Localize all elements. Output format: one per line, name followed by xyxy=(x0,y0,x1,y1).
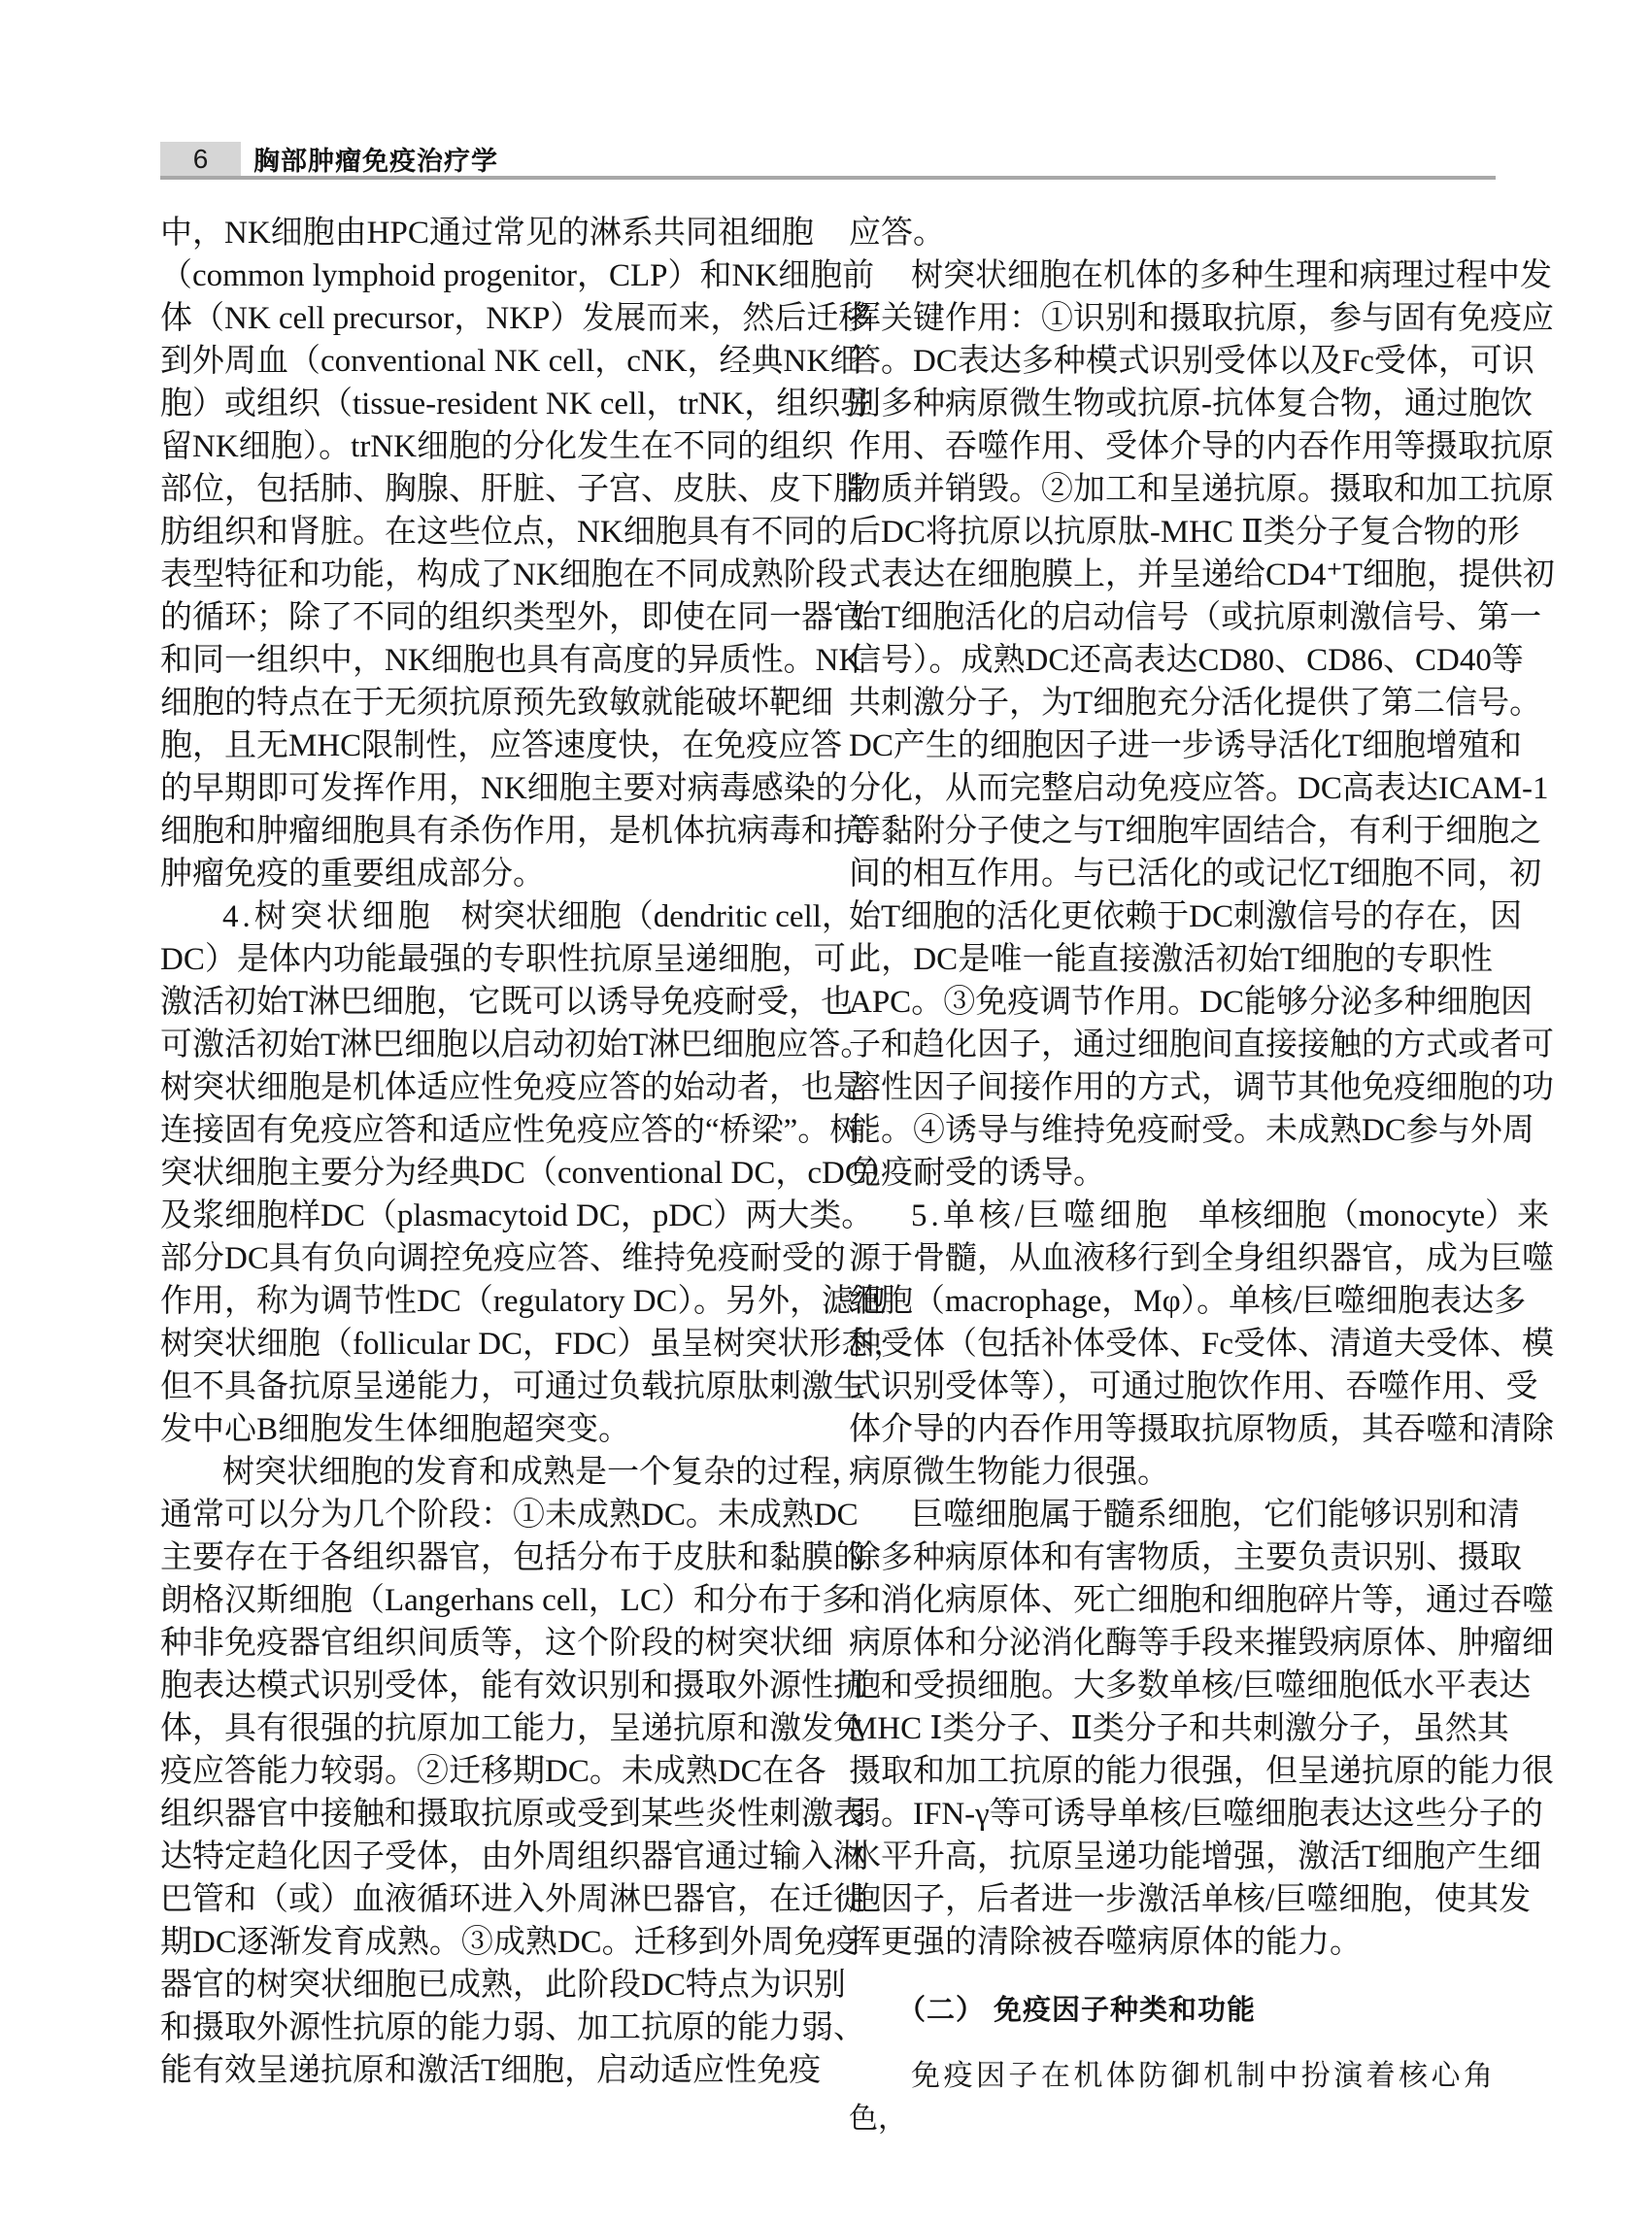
text-line: 的循环；除了不同的组织类型外，即使在同一器官 xyxy=(160,600,865,635)
text-line: 水平升高，抗原呈递功能增强，激活T细胞产生细 xyxy=(849,1839,1542,1874)
text-line: 溶性因子间接作用的方式，调节其他免疫细胞的功 xyxy=(849,1070,1554,1105)
text-run: 树突状细胞（dendritic cell， xyxy=(460,899,854,934)
text-line: 树突状细胞（follicular DC，FDC）虽呈树突状形态， xyxy=(160,1327,906,1362)
text-line: 作用、吞噬作用、受体介导的内吞作用等摄取抗原 xyxy=(849,429,1554,464)
header-rule xyxy=(160,176,1496,180)
text-line: 胞和受损细胞。大多数单核/巨噬细胞低水平表达 xyxy=(849,1669,1532,1703)
text-line: 发中心B细胞发生体细胞超突变。 xyxy=(160,1412,631,1447)
text-line: 式识别受体等），可通过胞饮作用、吞噬作用、受 xyxy=(849,1369,1538,1404)
text-line: 树突状细胞是机体适应性免疫应答的始动者，也是 xyxy=(160,1070,865,1105)
text-line: 巨噬细胞属于髓系细胞，它们能够识别和清 xyxy=(911,1498,1520,1533)
text-line: 种受体（包括补体受体、Fc受体、清道夫受体、模 xyxy=(849,1327,1554,1362)
text-line: 等黏附分子使之与T细胞牢固结合，有利于细胞之 xyxy=(849,814,1542,849)
text-line: DC）是体内功能最强的专职性抗原呈递细胞，可 xyxy=(160,942,846,977)
text-line: 组织器官中接触和摄取抗原或受到某些炎性刺激表 xyxy=(160,1797,865,1832)
text-line: 别多种病原微生物或抗原-抗体复合物，通过胞饮 xyxy=(849,387,1533,422)
text-line: 和消化病原体、死亡细胞和细胞碎片等，通过吞噬 xyxy=(849,1583,1554,1618)
text-line: 始T细胞的活化更依赖于DC刺激信号的存在，因 xyxy=(849,899,1522,934)
text-line: 免疫因子在机体防御机制中扮演着核心角色， xyxy=(849,2060,1493,2135)
text-line: 免疫耐受的诱导。 xyxy=(849,1156,1105,1191)
text-line xyxy=(849,1195,1550,1237)
text-line: 种非免疫器官组织间质等，这个阶段的树突状细 xyxy=(160,1626,833,1661)
running-head-title: 胸部肿瘤免疫治疗学 xyxy=(253,147,498,176)
text-line: 病原体和分泌消化酶等手段来摧毁病原体、肿瘤细 xyxy=(849,1626,1554,1661)
text-line: 表型特征和功能，构成了NK细胞在不同成熟阶段 xyxy=(160,557,848,592)
page-number-box xyxy=(160,142,241,176)
text-line: 病原微生物能力很强。 xyxy=(849,1455,1169,1490)
text-line: MHC Ⅰ类分子、Ⅱ类分子和共刺激分子，虽然其 xyxy=(849,1711,1509,1746)
text-line: 信号）。成熟DC还高表达CD80、CD86、CD40等 xyxy=(849,643,1524,678)
text-line: 应答。 xyxy=(849,216,945,251)
text-line: 可激活初始T淋巴细胞以启动初始T淋巴细胞应答。 xyxy=(160,1028,873,1062)
text-line: 细胞（macrophage，Mφ）。单核/巨噬细胞表达多 xyxy=(849,1284,1527,1319)
text-line: DC产生的细胞因子进一步诱导活化T细胞增殖和 xyxy=(849,728,1522,763)
text-line: 子和趋化因子，通过细胞间直接接触的方式或者可 xyxy=(849,1028,1554,1062)
text-body xyxy=(160,212,1555,2135)
text-line: 体介导的内吞作用等摄取抗原物质，其吞噬和清除 xyxy=(849,1412,1554,1447)
text-line: 突状细胞主要分为经典DC（conventional DC，cDC） xyxy=(160,1156,898,1191)
text-line: 留NK细胞）。trNK细胞的分化发生在不同的组织 xyxy=(160,429,833,464)
text-line: 激活初始T淋巴细胞，它既可以诱导免疫耐受，也 xyxy=(160,985,854,1020)
text-line: 源于骨髓，从血液移行到全身组织器官，成为巨噬 xyxy=(849,1241,1554,1276)
text-line: 除多种病原体和有害物质，主要负责识别、摄取 xyxy=(849,1540,1522,1575)
text-line: 物质并销毁。②加工和呈递抗原。摄取和加工抗原 xyxy=(849,472,1554,507)
text-line: 式表达在细胞膜上，并呈递给CD4⁺T细胞，提供初 xyxy=(849,557,1555,592)
text-line: 作用，称为调节性DC（regulatory DC）。另外，滤泡 xyxy=(160,1284,887,1319)
text-line: 肪组织和肾脏。在这些位点，NK细胞具有不同的 xyxy=(160,515,848,550)
text-line: 树突状细胞在机体的多种生理和病理过程中发 xyxy=(911,258,1552,293)
text-line: 摄取和加工抗原的能力很强，但呈递抗原的能力很 xyxy=(849,1754,1554,1789)
text-line: 胞，且无MHC限制性，应答速度快，在免疫应答 xyxy=(160,728,843,763)
text-line: APC。③免疫调节作用。DC能够分泌多种细胞因 xyxy=(849,985,1534,1020)
text-line: 答。DC表达多种模式识别受体以及Fc受体，可识 xyxy=(849,344,1534,379)
text-line: 分化，从而完整启动免疫应答。DC高表达ICAM-1 xyxy=(849,771,1549,806)
text-line: 朗格汉斯细胞（Langerhans cell，LC）和分布于多 xyxy=(160,1583,854,1618)
text-line: 疫应答能力较弱。②迁移期DC。未成熟DC在各 xyxy=(160,1754,826,1789)
text-line: 和摄取外源性抗原的能力弱、加工抗原的能力弱、 xyxy=(160,2010,865,2045)
text-run: 单核细胞（monocyte）来 xyxy=(1197,1198,1550,1233)
text-line: 连接固有免疫应答和适应性免疫应答的“桥梁”。树 xyxy=(160,1113,862,1148)
text-line: 挥更强的清除被吞噬病原体的能力。 xyxy=(849,1925,1362,1960)
text-line: 胞因子，后者进一步激活单核/巨噬细胞，使其发 xyxy=(849,1882,1532,1917)
numbered-subheading: 4.树突状细胞 xyxy=(222,899,434,934)
text-line: 器官的树突状细胞已成熟，此阶段DC特点为识别 xyxy=(160,1968,846,2003)
text-line: 胞表达模式识别受体，能有效识别和摄取外源性抗 xyxy=(160,1669,865,1703)
text-line: （common lymphoid progenitor，CLP）和NK细胞前 xyxy=(160,258,875,293)
text-line: 能有效呈递抗原和激活T细胞，启动适应性免疫 xyxy=(160,2053,822,2088)
text-line: 主要存在于各组织器官，包括分布于皮肤和黏膜的 xyxy=(160,1540,865,1575)
right-column xyxy=(849,212,1555,2135)
text-line: 期DC逐渐发育成熟。③成熟DC。迁移到外周免疫 xyxy=(160,1925,859,1960)
text-line: 达特定趋化因子受体，由外周组织器官通过输入淋 xyxy=(160,1839,865,1874)
text-line: 共刺激分子，为T细胞充分活化提供了第二信号。 xyxy=(849,686,1542,721)
text-line: 体，具有很强的抗原加工能力，呈递抗原和激发免 xyxy=(160,1711,865,1746)
text-line: 肿瘤免疫的重要组成部分。 xyxy=(160,857,545,892)
text-line: 后DC将抗原以抗原肽-MHC Ⅱ类分子复合物的形 xyxy=(849,515,1520,550)
text-line: 始T细胞活化的启动信号（或抗原刺激信号、第一 xyxy=(849,600,1542,635)
text-line: 细胞的特点在于无须抗原预先致敏就能破坏靶细 xyxy=(160,686,833,721)
text-line: 通常可以分为几个阶段：①未成熟DC。未成熟DC xyxy=(160,1498,859,1533)
numbered-subheading: 5.单核/巨噬细胞 xyxy=(911,1198,1171,1233)
text-line xyxy=(160,895,854,938)
text-line: 及浆细胞样DC（plasmacytoid DC，pDC）两大类。 xyxy=(160,1198,874,1233)
text-line: 弱。IFN-γ等可诱导单核/巨噬细胞表达这些分子的 xyxy=(849,1797,1543,1832)
text-line: 部分DC具有负向调控免疫应答、维持免疫耐受的 xyxy=(160,1241,846,1276)
page-number: 6 xyxy=(192,143,209,174)
text-line: 细胞和肿瘤细胞具有杀伤作用，是机体抗病毒和抗 xyxy=(160,814,865,849)
text-line: 树突状细胞的发育和成熟是一个复杂的过程， xyxy=(222,1455,863,1490)
text-line: 能。④诱导与维持免疫耐受。未成熟DC参与外周 xyxy=(849,1113,1534,1148)
text-line: 中，NK细胞由HPC通过常见的淋系共同祖细胞 xyxy=(160,216,814,251)
text-line: 和同一组织中，NK细胞也具有高度的异质性。NK xyxy=(160,643,862,678)
text-line: 部位，包括肺、胸腺、肝脏、子宫、皮肤、皮下脂 xyxy=(160,472,865,507)
text-line: 体（NK cell precursor，NKP）发展而来，然后迁移 xyxy=(160,301,871,336)
page-header xyxy=(160,142,498,176)
text-line: 挥关键作用：①识别和摄取抗原，参与固有免疫应 xyxy=(849,301,1554,336)
left-column xyxy=(160,212,906,2098)
text-line: 到外周血（conventional NK cell，cNK，经典NK细 xyxy=(160,344,862,379)
text-line: 间的相互作用。与已活化的或记忆T细胞不同，初 xyxy=(849,857,1542,892)
text-line: 的早期即可发挥作用，NK细胞主要对病毒感染的 xyxy=(160,771,848,806)
text-line: 但不具备抗原呈递能力，可通过负载抗原肽刺激生 xyxy=(160,1369,865,1404)
text-line: 巴管和（或）血液循环进入外周淋巴器官，在迁徙 xyxy=(160,1882,865,1917)
text-line: 胞）或组织（tissue-resident NK cell，trNK，组织驻 xyxy=(160,387,873,422)
section-heading: （二） 免疫因子种类和功能 xyxy=(897,1995,1257,2026)
text-line: 此，DC是唯一能直接激活初始T细胞的专职性 xyxy=(849,942,1493,977)
